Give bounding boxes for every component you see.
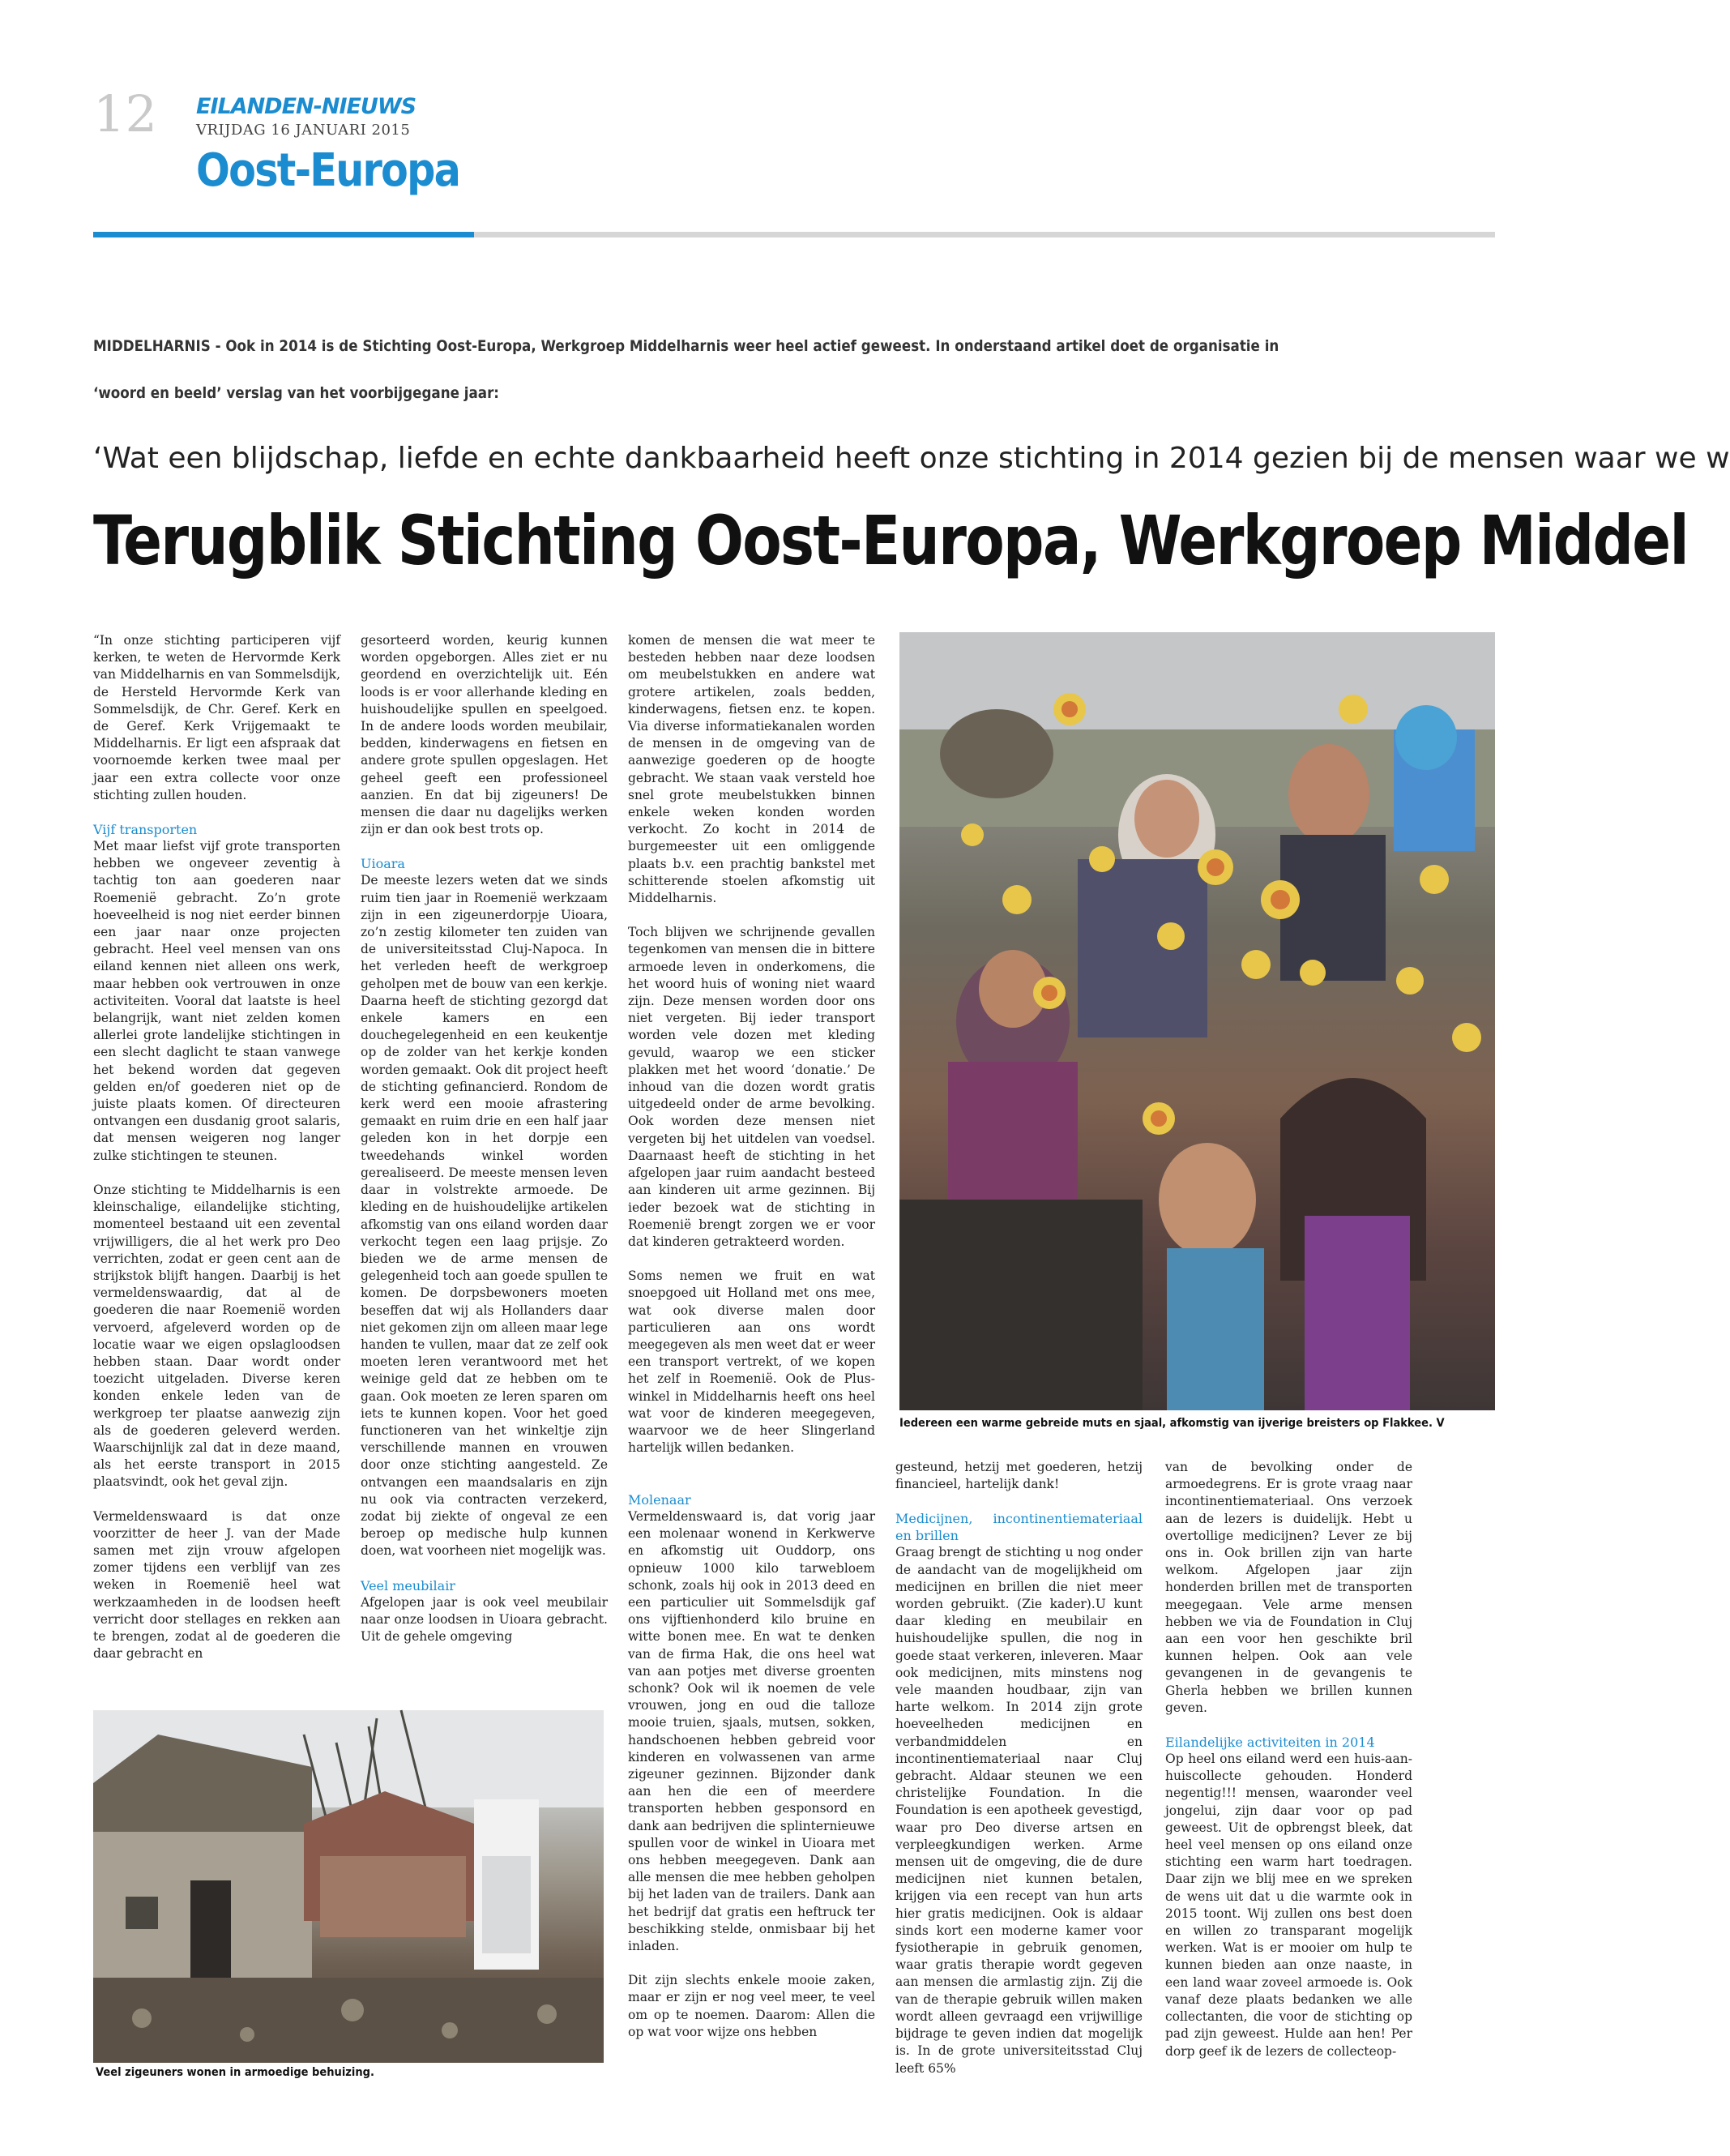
photo-children-with-apples: [899, 632, 1495, 1410]
paragraph: Vermeldenswaard is, dat vorig jaar een molenaar wonend in Kerkwerve en afkomstig uit Ouddorp, ons opnieuw 1000 kilo tarwebloem schonk, zoals hij ook in 2013 deed en een particulier uit Sommelsdijk gaf ons vijftienhonderd kilo bruine en witte bonen mee. En wat te denken van de firma Hak, die ons heel wat van aan potjes met diverse groenten schonk? Ook wil ik noemen de vele vrouwen, jong en oud die talloze mooie truien, sjaals, mutsen, sokken, handschoenen hebben gebreid voor kinderen en volwassenen van arme zigeuner gezinnen. Bijzonder dank aan hen die een of meerdere transporten hebben gesponsord en dank aan bedrijven die splinternieuwe spullen voor de winkel in Uioara met ons hebben meegegeven. Dank aan alle mensen die mee hebben geholpen bij het laden van de trailers. Dank aan het bedrijf dat gratis een heftruck ter beschikking stelde, onmisbaar bij het inladen.: [628, 1509, 875, 1954]
masthead-logo: EILANDEN-NIEUWS: [196, 94, 416, 119]
article-column-5: [1165, 1459, 1412, 2077]
paragraph: Afgelopen jaar is ook veel meubilair naar onze loodsen in Uioara gebracht. Uit de gehele omgeving: [361, 1594, 608, 1644]
paragraph: Dit zijn slechts enkele mooie zaken, maar er zijn er nog veel meer, te veel om op te noemen. Daarom: Allen die op wat voor wijze ons hebben: [628, 1973, 875, 2039]
article-column-2: [361, 632, 608, 1662]
article-intro: MIDDELHARNIS - Ook in 2014 is de Stichting Oost-Europa, Werkgroep Middelharnis weer heel actief geweest. In onderstaand artikel doet de organisatie in ‘woord en beeld’ verslag van het voorbijgegane jaar:: [93, 337, 1279, 402]
section-rule-grey: [474, 232, 1495, 237]
subheading-medicijnen: Medicijnen, incontinentiemateriaal en brillen: [895, 1511, 1143, 1544]
article-column-3-continued: [628, 1491, 875, 2058]
subheading-transporten: Vijf transporten: [93, 822, 198, 838]
subheading-activiteiten: Eilandelijke activiteiten in 2014: [1165, 1735, 1375, 1751]
paragraph: gesteund, hetzij met goederen, hetzij financieel, hartelijk dank!: [895, 1460, 1143, 1492]
photo-house-illustration: [93, 1710, 604, 2063]
section-rule: [93, 232, 474, 237]
issue-date: VRIJDAG 16 JANUARI 2015: [196, 122, 411, 139]
paragraph: Soms nemen we fruit en wat snoepgoed uit Holland met ons mee, wat ook diverse malen door particulieren aan ons wordt meegegeven als men weet dat er weer een transport vertrekt, of we kopen het zelf in Roemenië. Ook de Plus-winkel in Middelharnis heeft ons heel wat voor de kinderen meegegeven, waarvoor we de heer Slingerland hartelijk willen bedanken.: [628, 1268, 875, 1456]
paragraph: Onze stichting te Middelharnis is een kleinschalige, eilandelijke stichting, momenteel bestaand uit een zevental vrijwilligers, die al het werk pro Deo verrichten, zodat er geen cent aan de strijkstok blijft hangen. Daarbij is het vermeldenswaardig, dat al de goederen die naar Roemenië worden vervoerd, afgeleverd worden op de locatie waar we eigen opslagloodsen hebben staan. Daar wordt onder toezicht uitgeladen. Diverse keren konden enkele leden van de werkgroep ter plaatse aanwezig zijn als de goederen geleverd werden. Waarschijnlijk zal dat in deze maand, als het eerste transport in 2015 plaatsvindt, ook het geval zijn.: [93, 1182, 340, 1490]
article-column-1: [93, 632, 340, 1679]
headline: Terugblik Stichting Oost-Europa, Werkgroep Middel: [93, 501, 1688, 580]
photo-caption-children: Iedereen een warme gebreide muts en sjaal, afkomstig van ijverige breisters op Flakkee. V: [899, 1417, 1445, 1430]
photo-children-illustration: [899, 632, 1495, 1410]
paragraph: Graag brengt de stichting u nog onder de aandacht van de mogelijkheid om medicijnen en brillen die niet meer worden gebruikt. (Zie kader).U kunt daar kleding en meubilair en huishoudelijke spullen, die nog in goede staat verkeren, inleveren. Maar ook medicijnen, mits minstens nog vele maanden houdbaar, zijn van harte welkom. In 2014 zijn grote hoeveelheden medicijnen en verbandmiddelen en incontinentiemateriaal naar Cluj gebracht. Aldaar steunen we een christelijke Foundation. In die Foundation is een apotheek gevestigd, waar pro Deo diverse artsen en verpleegkundigen werken. Arme mensen uit de omgeving, die de dure medicijnen niet kunnen betalen, krijgen via een recept van hun arts hier gratis medicijnen. Ook is aldaar sinds kort een moderne kamer voor fysiotherapie in gebruik genomen, waar gratis therapie wordt gegeven aan mensen die armlastig zijn. Zij die van de therapie gebruik willen maken wordt alleen gevraagd een vrijwillige bijdrage te geven indien dat mogelijk is. In de grote universiteitsstad Cluj leeft 65%: [895, 1545, 1143, 2076]
pull-quote: ‘Wat een blijdschap, liefde en echte dankbaarheid heeft onze stichting in 2014 gezien bij de mensen waar we w: [93, 442, 1730, 475]
paragraph: Op heel ons eiland werd een huis-aan-huiscollecte gehouden. Honderd negentig!!! mensen, waaronder veel jongelui, zijn daar voor op pad geweest. Uit de opbrengst bleek, dat heel veel mensen op ons eiland onze stichting een warm hart toedragen. Daar zijn we blij mee en we spreken de wens uit dat u die warmte ook in 2015 toont. Wij zullen ons best doen en willen zo transparant mogelijk werken. Wat is er mooier om hulp te kunnen bieden aan onze naaste, in een land waar zoveel armoede is. Ook vanaf deze plaats bedanken we alle collectanten, die voor de stichting op pad zijn geweest. Hulde aan hen! Per dorp geef ik de lezers de collecteop-: [1165, 1752, 1412, 2059]
paragraph: gesorteerd worden, keurig kunnen worden opgeborgen. Alles ziet er nu geordend en overzichtelijk uit. Eén loods is er voor allerhande kleding en huishoudelijke spullen en speelgoed. In de andere loods worden meubilair, bedden, kinderwagens en fietsen en andere grote spullen opgeslagen. Het geheel geeft een professioneel aanzien. En dat bij zigeuners! De mensen die daar nu dagelijks werken zijn er dan ook best trots op.: [361, 633, 608, 837]
paragraph: Met maar liefst vijf grote transporten hebben we ongeveer zeventig à tachtig ton aan goederen naar Roemenië gebracht. Zo’n grote hoeveelheid is nog niet eerder binnen een jaar naar onze projecten gebracht. Heel veel mensen van ons eiland kennen niet alleen ons werk, maar hebben ook vertrouwen in onze activiteiten. Vooral dat laatste is heel belangrijk, want niet zelden komen allerlei grote landelijke stichtingen in een slecht daglicht te staan vanwege het bekend worden dat gegeven gelden en/of goederen niet op de juiste plaats komen. Of directeuren ontvangen een dusdanig groot salaris, dat mensen weigeren nog langer zulke stichtingen te steunen.: [93, 839, 340, 1163]
photo-poor-housing: [93, 1710, 604, 2063]
subheading-molenaar: Molenaar: [628, 1492, 691, 1508]
paragraph: Toch blijven we schrijnende gevallen tegenkomen van mensen die in bittere armoede leven in onderkomens, die het woord huis of woning niet waard zijn. Deze mensen worden door ons niet vergeten. Bij ieder transport worden vele dozen met kleding gevuld, waarop we een sticker plakken met het woord ‘donatie.’ De inhoud van die dozen wordt gratis uitgedeeld onder de arme bevolking. Ook worden deze mensen niet vergeten bij het uitdelen van voedsel. Daarnaast heeft de stichting in het afgelopen jaar ruim aandacht besteed aan kinderen uit arme gezinnen. Bij ieder bezoek wat de stichting in Roemenië brengt zorgen we er voor dat kinderen getrakteerd worden.: [628, 925, 875, 1249]
subheading-uioara: Uioara: [361, 856, 405, 872]
paragraph: De meeste lezers weten dat we sinds ruim tien jaar in Roemenië werkzaam zijn in een zigeunerdorpje Uioara, zo’n zestig kilometer ten zuiden van de universiteitsstad Cluj-Napoca. In het verleden heeft de werkgroep geholpen met de bouw van een kerkje. Daarna heeft de stichting gezorgd dat enkele kamers en een douchegelegenheid en een keukentje op de zolder van het kerkje konden worden gemaakt. Ook dit project heeft de stichting gefinancierd. Rondom de kerk werd een mooie afrastering gemaakt en ruim drie en een half jaar geleden kon in het dorpje een tweedehands winkel worden gerealiseerd. De meeste mensen leven daar in volstrekte armoede. De kleding en de huishoudelijke artikelen afkomstig van ons eiland worden daar verkocht tegen een laag prijsje. Zo bieden we de arme mensen de gelegenheid toch aan goede spullen te komen. De dorpsbewoners moeten beseffen dat wij als Hollanders daar niet gekomen zijn om alleen maar lege handen te vullen, maar dat ze zelf ook moeten leren verantwoord met het weinige geld dat ze hebben om te gaan. Ook moeten ze leren sparen om iets te kunnen kopen. Voor het goed functioneren van het winkeltje zijn verschillende mannen en vrouwen door onze stichting aangesteld. Ze ontvangen een maandsalaris en zijn nu ook via contracten verzekerd, zodat bij ziekte of ongeval ze een beroep op medische hulp kunnen doen, wat voorheen niet mogelijk was.: [361, 873, 608, 1559]
section-title: Oost-Europa: [196, 144, 460, 197]
paragraph: Vermeldenswaard is dat onze voorzitter de heer J. van der Made samen met zijn vrouw afgelopen zomer tijdens een verblijf van zes weken in Roemenië heel wat werkzaamheden in de loodsen heeft verricht door stellages en rekken aan te brengen, zodat al de goederen die daar gebracht en: [93, 1508, 340, 1662]
subheading-meubilair: Veel meubilair: [361, 1577, 455, 1593]
article-column-4: [895, 1459, 1143, 2094]
photo-caption-house: Veel zigeuners wonen in armoedige behuizing.: [96, 2066, 374, 2079]
article-column-3: [628, 632, 875, 1474]
page-number: 12: [93, 84, 157, 143]
paragraph: van de bevolking onder de armoedegrens. Er is grote vraag naar incontinentiemateriaal. Ons verzoek aan de lezers is duidelijk. Hebt u overtollige medicijnen? Lever ze bij ons in. Ook brillen zijn van harte welkom. Afgelopen jaar zijn honderden brillen met de transporten meegegaan. Vele arme mensen hebben we via de Foundation in Cluj aan een voor hen geschikte bril kunnen helpen. Ook aan vele gevangenen in de gevangenis te Gherla hebben we brillen kunnen geven.: [1165, 1460, 1412, 1715]
paragraph: komen de mensen die wat meer te besteden hebben naar deze loodsen om meubelstukken en andere wat grotere artikelen, zoals bedden, kinderwagens, fietsen enz. te kopen. Via diverse informatiekanalen worden de mensen in de omgeving van de aanwezige goederen op de hoogte gebracht. We staan vaak versteld hoe snel grote meubelstukken binnen enkele weken konden worden verkocht. Zo kocht in 2014 de burgemeester uit een omliggende plaats b.v. een prachtig bankstel met schitterende stoelen afkomstig uit Middelharnis.: [628, 633, 875, 906]
paragraph: “In onze stichting participeren vijf kerken, te weten de Hervormde Kerk van Middelharnis en van Sommelsdijk, de Hersteld Hervormde Kerk van Sommelsdijk, de Chr. Geref. Kerk en de Geref. Kerk Vrijgemaakt te Middelharnis. Er ligt een afspraak dat voornoemde kerken twee maal per jaar een extra collecte voor onze stichting zullen houden.: [93, 633, 340, 802]
